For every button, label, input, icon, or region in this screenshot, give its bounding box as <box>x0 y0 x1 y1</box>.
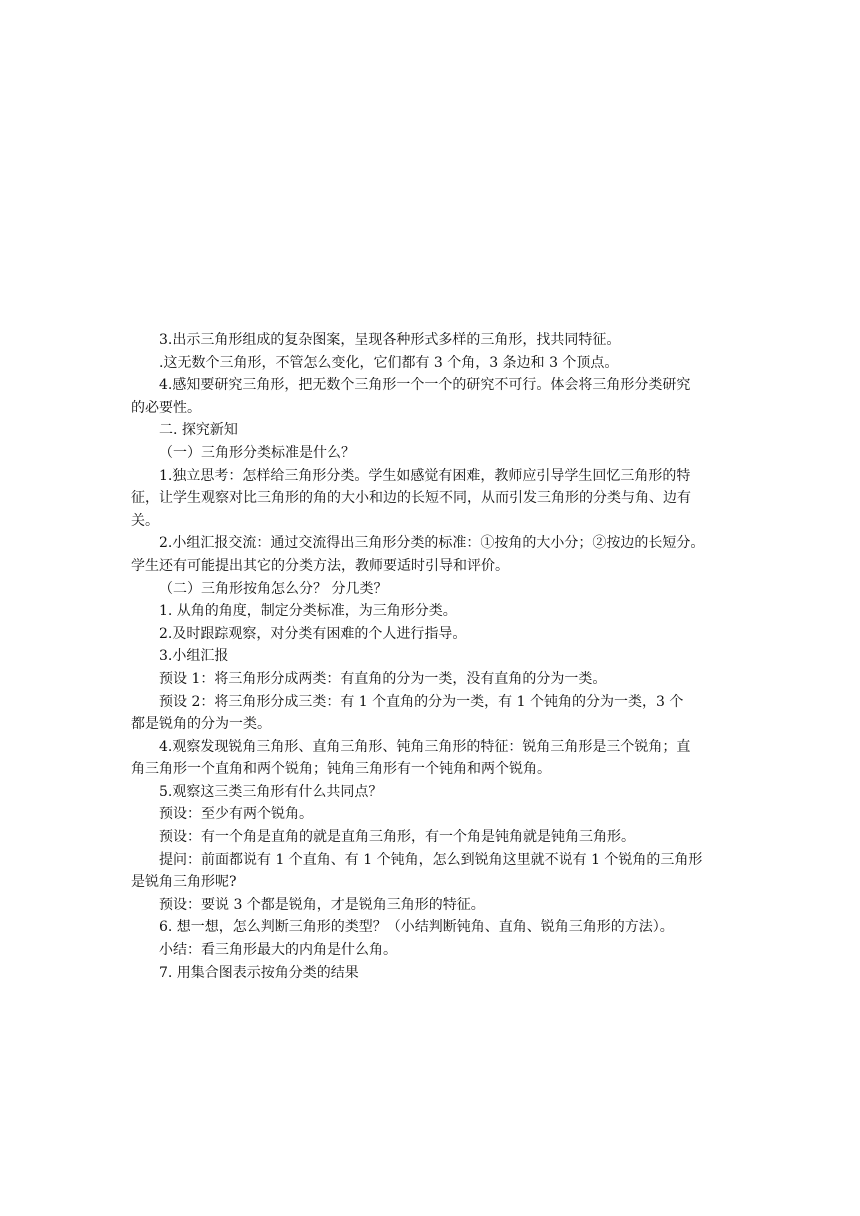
text-line: 6. 想一想，怎么判断三角形的类型？（小结判断钝角、直角、锐角三角形的方法）。 <box>159 919 674 936</box>
text-line: 1.独立思考：怎样给三角形分类。学生如感觉有困难，教师应引导学生回忆三角形的特 <box>159 467 691 484</box>
text-line: 3.出示三角形组成的复杂图案，呈现各种形式多样的三角形，找共同特征。 <box>159 332 621 348</box>
text-line: 小结：看三角形最大的内角是什么角。 <box>159 942 397 959</box>
document-body <box>131 329 733 984</box>
text-line: 预设 2：将三角形分成三类：有 1 个直角的分为一类，有 1 个钝角的分为一类，3 个 <box>159 693 684 710</box>
text-line: 是锐角三角形呢? <box>131 874 237 891</box>
text-line: 预设：有一个角是直角的就是直角三角形，有一个角是钝角就是钝角三角形。 <box>159 829 635 846</box>
text-line: 的必要性。 <box>131 399 201 416</box>
text-line: 角三角形一个直角和两个锐角；钝角三角形有一个钝角和两个锐角。 <box>131 761 551 778</box>
text-line: （二）三角形按角怎么分？ 分几类？ <box>159 580 388 597</box>
text-line: 4.观察发现锐角三角形、直角三角形、钝角三角形的特征：锐角三角形是三个锐角；直 <box>159 738 691 755</box>
text-line: 7. 用集合图表示按角分类的结果 <box>159 964 359 981</box>
text-line: 预设：至少有两个锐角。 <box>159 806 313 823</box>
text-line: 预设 1：将三角形分成两类：有直角的分为一类，没有直角的分为一类。 <box>159 670 607 687</box>
text-line: 提问：前面都说有 1 个直角、有 1 个钝角，怎么到锐角这里就不说有 1 个锐角的三角形 <box>159 851 703 868</box>
text-line: 学生还有可能提出其它的分类方法，教师要适时引导和评价。 <box>131 557 509 574</box>
text-line: 5.观察这三类三角形有什么共同点？ <box>159 783 383 800</box>
text-line: 2.小组汇报交流：通过交流得出三角形分类的标准：①按角的大小分；②按边的长短分。 <box>159 535 705 552</box>
text-line: （一）三角形分类标准是什么？ <box>159 444 355 461</box>
text-line: 3.小组汇报 <box>159 648 229 665</box>
text-line: 征，让学生观察对比三角形的角的大小和边的长短不同，从而引发三角形的分类与角、边有 <box>131 490 691 507</box>
text-line: 关。 <box>131 512 159 529</box>
text-line: 1. 从角的角度，制定分类标准，为三角形分类。 <box>159 603 457 620</box>
text-line: 4.感知要研究三角形，把无数个三角形一个一个的研究不可行。体会将三角形分类研究 <box>159 377 691 394</box>
text-line: .这无数个三角形，不管怎么变化，它们都有 3 个角，3 条边和 3 个顶点。 <box>159 354 619 371</box>
text-line: 2.及时跟踪观察，对分类有困难的个人进行指导。 <box>159 625 467 642</box>
text-line: 预设：要说 3 个都是锐角，才是锐角三角形的特征。 <box>159 896 485 913</box>
text-line: 都是锐角的分为一类。 <box>131 716 271 733</box>
text-line: 二. 探究新知 <box>159 422 238 439</box>
